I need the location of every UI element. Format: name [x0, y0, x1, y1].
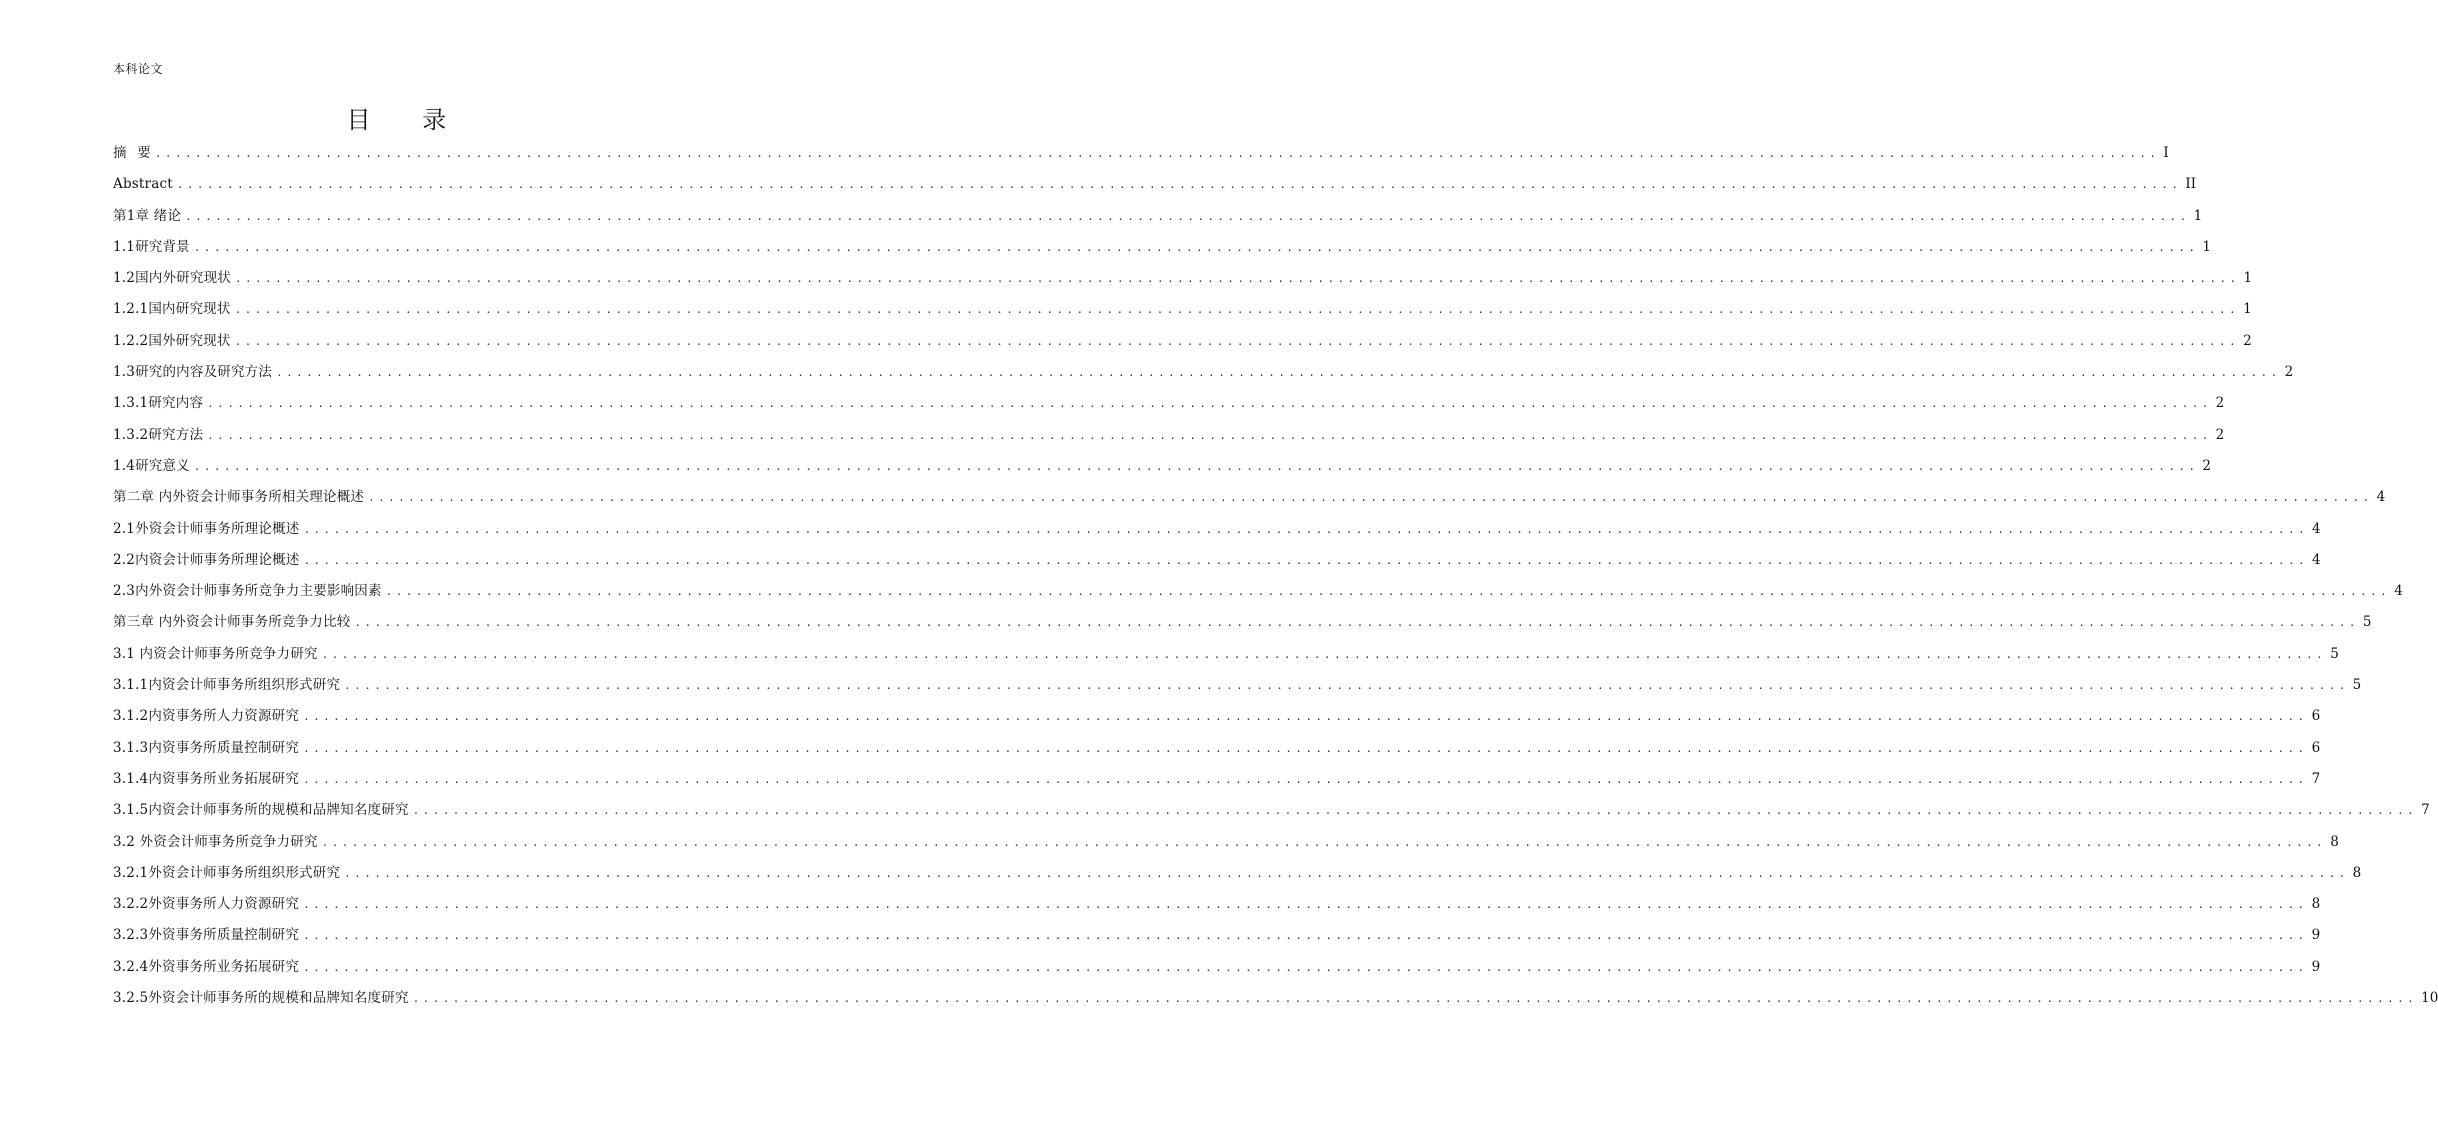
toc-entry-page: 4 — [2376, 489, 2386, 506]
toc-entry-label: 3.1 内资会计师事务所竞争力研究 — [113, 645, 318, 662]
toc-entry-label: 1.1研究背景 — [113, 238, 190, 255]
toc-entry-label: 1.3研究的内容及研究方法 — [113, 364, 273, 381]
toc-entry-label: Abstract — [113, 176, 173, 193]
toc-entry-page: 10 — [2421, 990, 2438, 1007]
toc-leader-dots: ........................................................................................................................................................................................................ — [276, 366, 2281, 380]
toc-entry-page: 1 — [2243, 270, 2253, 287]
toc-leader-dots: ........................................................................................................................................................................................................ — [303, 898, 2308, 912]
toc-leader-dots: ........................................................................................................................................................................................................ — [303, 929, 2308, 943]
toc-entry-page: 4 — [2312, 520, 2321, 537]
toc-entry-label: 1.2国内外研究现状 — [113, 270, 231, 287]
toc-entry[interactable] — [113, 733, 2321, 764]
toc-entry[interactable] — [113, 294, 2252, 325]
toc-entry[interactable] — [113, 357, 2294, 388]
page-title: 目 录 — [346, 106, 469, 134]
toc-entry-page: 5 — [2330, 645, 2339, 662]
toc-entry-page: 7 — [2421, 802, 2430, 819]
toc-leader-dots: ........................................................................................................................................................................................................ — [354, 616, 2359, 630]
toc-leader-dots: ........................................................................................................................................................................................................ — [234, 334, 2240, 348]
toc-entry-page: 2 — [2243, 332, 2252, 349]
toc-entry[interactable] — [113, 514, 2321, 545]
toc-leader-dots: ........................................................................................................................................................................................................ — [385, 585, 2391, 599]
toc-entry-page: 1 — [2243, 301, 2252, 318]
toc-entry-page: II — [2185, 176, 2197, 193]
toc-leader-dots: ........................................................................................................................................................................................................ — [344, 679, 2349, 693]
toc-entry-label: 摘 要 — [113, 145, 151, 161]
toc-leader-dots: ........................................................................................................................................................................................................ — [412, 804, 2418, 818]
toc-entry[interactable] — [113, 420, 2225, 451]
toc-entry-label: 3.2.1外资会计师事务所组织形式研究 — [113, 864, 341, 881]
toc-leader-dots: ........................................................................................................................................................................................................ — [207, 428, 2212, 442]
toc-leader-dots: ........................................................................................................................................................................................................ — [234, 303, 2240, 317]
toc-entry-label: 3.1.3内资事务所质量控制研究 — [113, 739, 300, 756]
toc-entry[interactable] — [113, 827, 2339, 858]
toc-entry-label: 3.2 外资会计师事务所竞争力研究 — [113, 833, 318, 850]
toc-entry-page: 4 — [2394, 583, 2403, 600]
toc-entry-page: 1 — [2202, 238, 2211, 255]
toc-entry[interactable] — [113, 795, 2430, 826]
toc-entry-page: 8 — [2311, 896, 2321, 913]
toc-leader-dots: ........................................................................................................................................................................................................ — [321, 835, 2327, 849]
toc-entry-page: 5 — [2362, 614, 2372, 631]
toc-entry-label: 第二章 内外资会计师事务所相关理论概述 — [113, 489, 365, 506]
toc-entry[interactable] — [113, 545, 2321, 576]
toc-leader-dots: ........................................................................................................................................................................................................ — [193, 240, 2199, 254]
toc-entry-label: 1.4研究意义 — [113, 457, 190, 474]
toc-entry-page: 2 — [2284, 364, 2294, 381]
toc-leader-dots: ........................................................................................................................................................................................................ — [303, 553, 2308, 567]
toc-entry-label: 3.2.4外资事务所业务拓展研究 — [113, 958, 300, 975]
toc-entry-page: 2 — [2215, 395, 2225, 412]
toc-entry-label: 1.3.2研究方法 — [113, 426, 204, 443]
toc-entry-page: 2 — [2202, 457, 2211, 474]
toc-entry-label: 3.1.1内资会计师事务所组织形式研究 — [113, 677, 341, 694]
toc-leader-dots: ........................................................................................................................................................................................................ — [185, 209, 2190, 223]
toc-entry-label: 3.2.2外资事务所人力资源研究 — [113, 896, 300, 913]
toc-entry[interactable] — [113, 232, 2211, 263]
toc-entry-label: 2.1外资会计师事务所理论概述 — [113, 520, 300, 537]
toc-entry[interactable] — [113, 451, 2211, 482]
table-of-contents — [113, 138, 2438, 1014]
page-header: 本科论文 — [113, 62, 164, 76]
toc-entry-page: 9 — [2311, 958, 2321, 975]
toc-entry-page: 9 — [2311, 927, 2321, 944]
toc-entry[interactable] — [113, 889, 2321, 920]
toc-entry[interactable] — [113, 952, 2321, 983]
toc-entry-page: 8 — [2330, 833, 2339, 850]
toc-entry-page: 8 — [2352, 864, 2362, 881]
toc-leader-dots: ........................................................................................................................................................................................................ — [303, 960, 2308, 974]
toc-leader-dots: ........................................................................................................................................................................................................ — [207, 397, 2212, 411]
toc-entry-label: 1.3.1研究内容 — [113, 395, 204, 412]
toc-leader-dots: ........................................................................................................................................................................................................ — [321, 647, 2327, 661]
toc-entry[interactable] — [113, 639, 2339, 670]
toc-leader-dots: ........................................................................................................................................................................................................ — [303, 772, 2308, 786]
toc-leader-dots: ........................................................................................................................................................................................................ — [344, 866, 2349, 880]
toc-leader-dots: ........................................................................................................................................................................................................ — [154, 147, 2160, 160]
toc-entry-page: 4 — [2312, 551, 2321, 568]
toc-leader-dots: ........................................................................................................................................................................................................ — [303, 741, 2308, 755]
toc-entry[interactable] — [113, 138, 2169, 169]
toc-entry-label: 1.2.1国内研究现状 — [113, 301, 231, 318]
toc-entry-label: 3.1.5内资会计师事务所的规模和品牌知名度研究 — [113, 802, 409, 819]
toc-entry[interactable] — [113, 169, 2197, 200]
toc-entry[interactable] — [113, 858, 2362, 889]
toc-entry-label: 3.1.4内资事务所业务拓展研究 — [113, 770, 300, 787]
toc-entry[interactable] — [113, 920, 2321, 951]
toc-entry-label: 2.2内资会计师事务所理论概述 — [113, 551, 300, 568]
toc-entry-page: 7 — [2311, 770, 2321, 787]
toc-leader-dots: ........................................................................................................................................................................................................ — [368, 491, 2373, 505]
toc-entry-page: I — [2163, 145, 2169, 161]
toc-entry[interactable] — [113, 482, 2386, 513]
toc-entry[interactable] — [113, 263, 2253, 294]
toc-entry-label: 3.1.2内资事务所人力资源研究 — [113, 708, 300, 725]
toc-entry-label: 3.2.5外资会计师事务所的规模和品牌知名度研究 — [113, 990, 409, 1007]
toc-entry-label: 第三章 内外资会计师事务所竞争力比较 — [113, 614, 351, 631]
toc-entry[interactable] — [113, 983, 2438, 1014]
toc-entry-page: 1 — [2193, 207, 2203, 224]
toc-leader-dots: ........................................................................................................................................................................................................ — [303, 522, 2308, 536]
toc-entry-page: 6 — [2311, 708, 2321, 725]
toc-entry[interactable] — [113, 701, 2321, 732]
toc-entry[interactable] — [113, 201, 2203, 232]
toc-entry[interactable] — [113, 607, 2372, 638]
toc-entry-page: 2 — [2215, 426, 2225, 443]
toc-leader-dots: ........................................................................................................................................................................................................ — [193, 459, 2199, 473]
toc-entry[interactable] — [113, 670, 2362, 701]
toc-leader-dots: ........................................................................................................................................................................................................ — [234, 272, 2240, 286]
toc-entry-label: 1.2.2国外研究现状 — [113, 332, 231, 349]
toc-leader-dots: ........................................................................................................................................................................................................ — [303, 710, 2308, 724]
toc-leader-dots: ........................................................................................................................................................................................................ — [412, 992, 2418, 1006]
toc-entry[interactable] — [113, 326, 2252, 357]
toc-entry-label: 第1章 绪论 — [113, 207, 182, 224]
toc-entry-page: 6 — [2311, 739, 2321, 756]
toc-entry-page: 5 — [2352, 677, 2362, 694]
toc-entry[interactable] — [113, 764, 2321, 795]
toc-entry[interactable] — [113, 576, 2403, 607]
toc-entry-label: 3.2.3外资事务所质量控制研究 — [113, 927, 300, 944]
toc-leader-dots: ........................................................................................................................................................................................................ — [176, 178, 2182, 192]
toc-entry-label: 2.3内外资会计师事务所竞争力主要影响因素 — [113, 583, 382, 600]
toc-entry[interactable] — [113, 388, 2225, 419]
